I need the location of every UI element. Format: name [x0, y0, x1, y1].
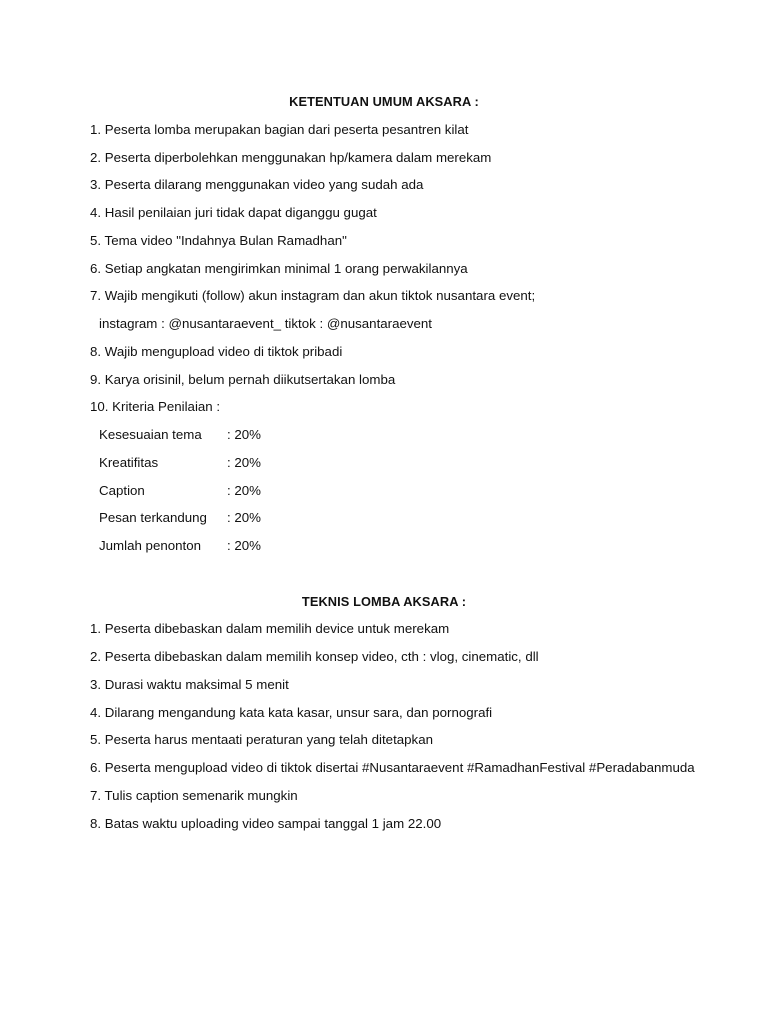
list-item: 3. Peserta dilarang menggunakan video yang sudah ada [90, 177, 424, 192]
list-item: 9. Karya orisinil, belum pernah diikutsertakan lomba [90, 372, 396, 387]
criteria-name: Kreatifitas [99, 455, 159, 470]
criteria-value: : 20% [227, 455, 262, 470]
criteria-name: Pesan terkandung [99, 510, 207, 525]
list-item: 3. Durasi waktu maksimal 5 menit [90, 677, 289, 692]
list-item-hashtags: 6. Peserta mengupload video di tiktok disertai #Nusantaraevent #RamadhanFestival #Peradabanmuda [90, 760, 695, 775]
list-item: 2. Peserta diperbolehkan menggunakan hp/kamera dalam merekam [90, 150, 492, 165]
list-item-criteria-heading: 10. Kriteria Penilaian : [90, 399, 221, 414]
list-item: 4. Hasil penilaian juri tidak dapat diganggu gugat [90, 205, 377, 220]
criteria-value: : 20% [227, 538, 262, 553]
list-item: 4. Dilarang mengandung kata kata kasar, unsur sara, dan pornografi [90, 705, 493, 720]
social-accounts-line: instagram : @nusantaraevent_ tiktok : @nusantaraevent [99, 316, 433, 331]
list-item: 5. Tema video "Indahnya Bulan Ramadhan" [90, 233, 347, 248]
list-item: 1. Peserta lomba merupakan bagian dari peserta pesantren kilat [90, 122, 469, 137]
list-item: 1. Peserta dibebaskan dalam memilih device untuk merekam [90, 621, 450, 636]
list-item: 7. Tulis caption semenarik mungkin [90, 788, 298, 803]
list-item: 2. Peserta dibebaskan dalam memilih konsep video, cth : vlog, cinematic, dll [90, 649, 539, 664]
criteria-name: Jumlah penonton [99, 538, 202, 553]
section-heading-ketentuan-umum: KETENTUAN UMUM AKSARA : [289, 94, 479, 109]
list-item: 8. Wajib mengupload video di tiktok pribadi [90, 344, 343, 359]
list-item: 6. Setiap angkatan mengirimkan minimal 1 orang perwakilannya [90, 261, 468, 276]
criteria-value: : 20% [227, 427, 262, 442]
list-item: 5. Peserta harus mentaati peraturan yang telah ditetapkan [90, 732, 433, 747]
criteria-value: : 20% [227, 510, 262, 525]
criteria-value: : 20% [227, 483, 262, 498]
criteria-name: Caption [99, 483, 145, 498]
list-item: 8. Batas waktu uploading video sampai tanggal 1 jam 22.00 [90, 816, 442, 831]
list-item: 7. Wajib mengikuti (follow) akun instagram dan akun tiktok nusantara event; [90, 288, 536, 303]
section-heading-teknis-lomba: TEKNIS LOMBA AKSARA : [301, 594, 467, 609]
criteria-name: Kesesuaian tema [99, 427, 202, 442]
